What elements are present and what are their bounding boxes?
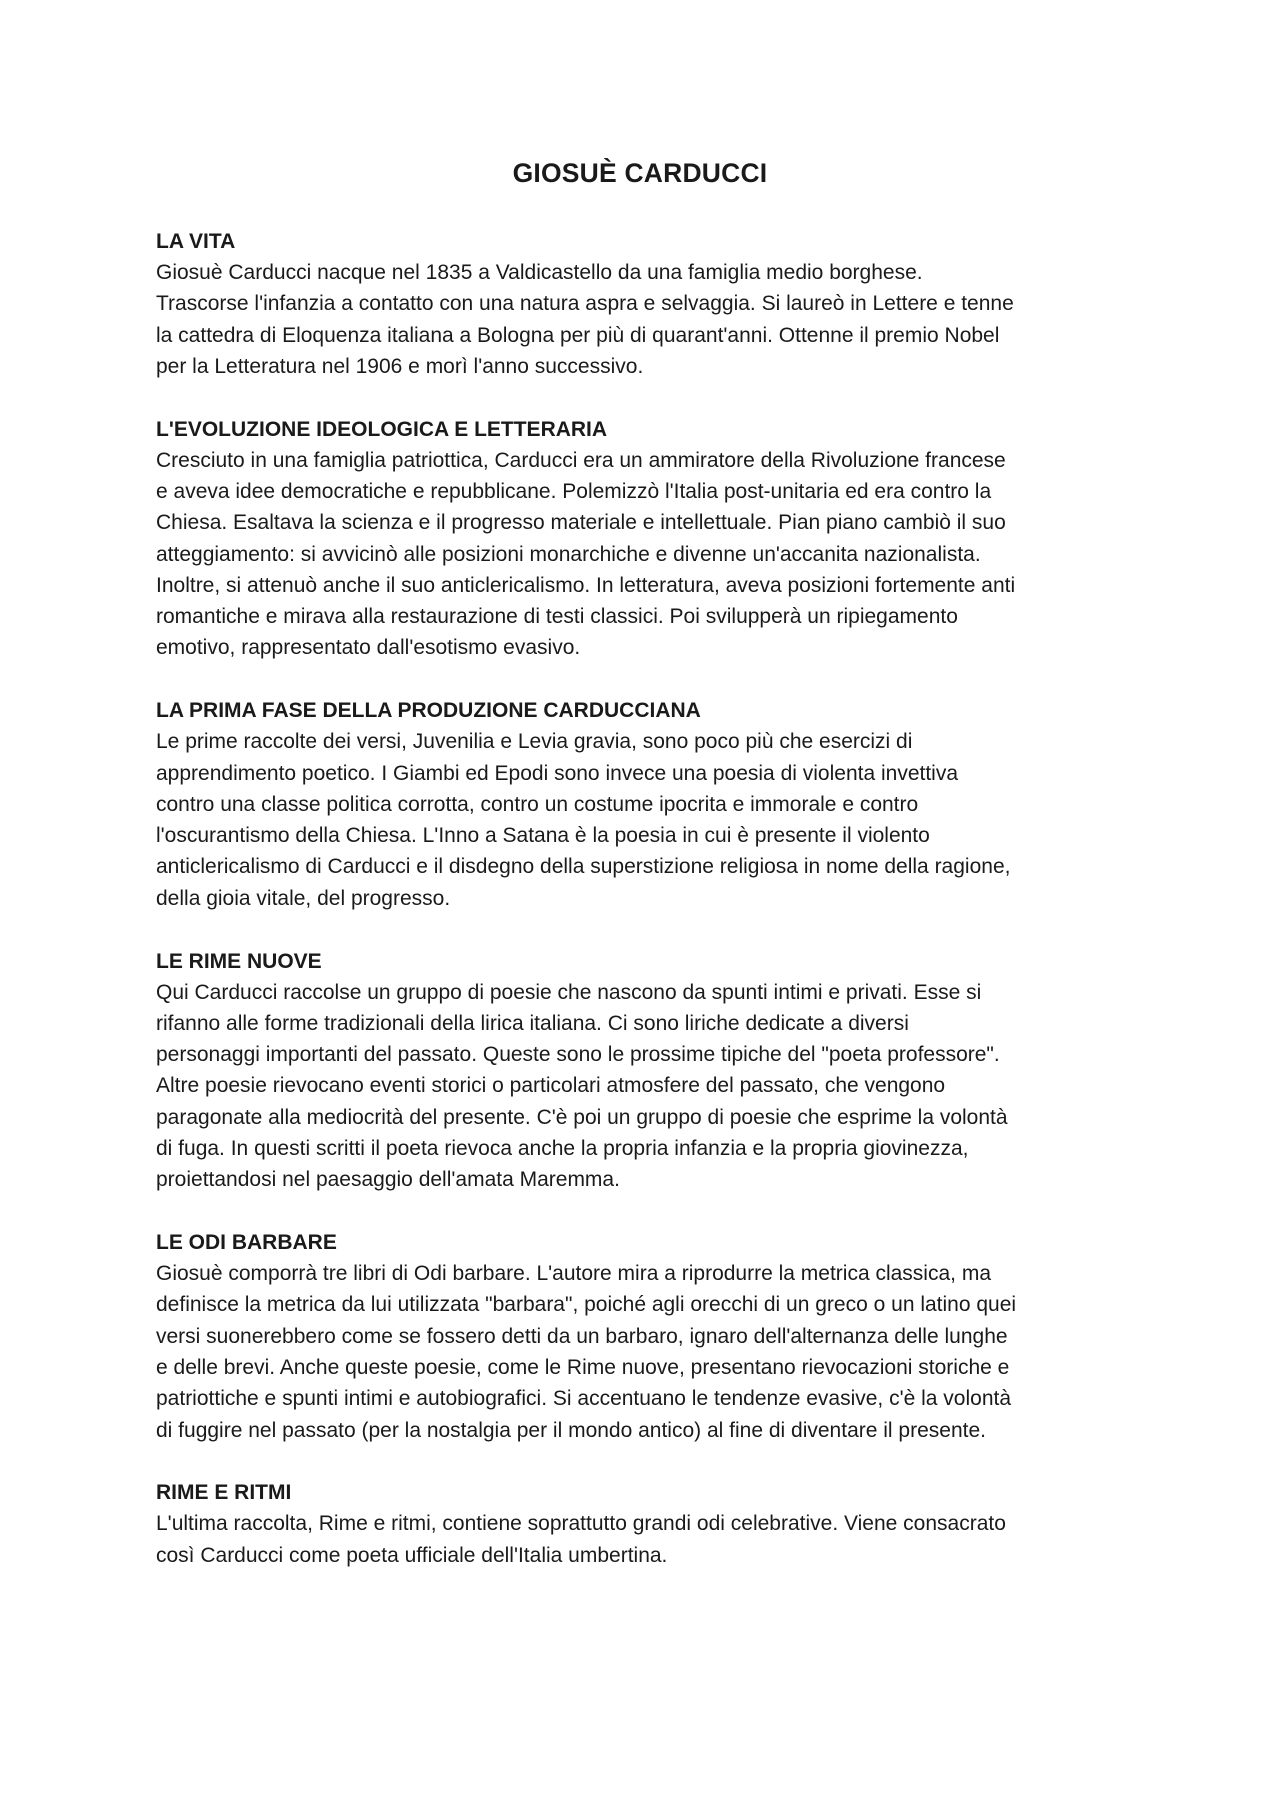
section-odi-barbare (156, 1227, 1146, 1446)
section-heading: LE ODI BARBARE (156, 1231, 337, 1255)
section-heading: LA VITA (156, 230, 236, 253)
document-content (156, 226, 1146, 1603)
section-paragraph: L'ultima raccolta, Rime e ritmi, contiene soprattutto grandi odi celebrative. Viene consacrato così Carducci come poeta ufficiale dell'Italia umbertina. (156, 1512, 1006, 1567)
section-rime-e-ritmi (156, 1477, 1146, 1571)
section-paragraph: Le prime raccolte dei versi, Juvenilia e Levia gravia, sono poco più che esercizi di apprendimento poetico. I Giambi ed Epodi sono invece una poesia di violenta invettiva contro una classe politica corrotta, contro un costume ipocrita e immorale e contro l'oscurantismo della Chiesa. L'Inno a Satana è la poesia in cui è presente il violento anticlericalismo di Carducci e il disdegno della superstizione religiosa in nome della ragione, della gioia vitale, del progresso. (156, 730, 1011, 910)
section-heading: L'EVOLUZIONE IDEOLOGICA E LETTERARIA (156, 417, 608, 441)
document-title: GIOSUÈ CARDUCCI (512, 158, 768, 188)
section-heading: LA PRIMA FASE DELLA PRODUZIONE CARDUCCIANA (156, 699, 701, 723)
section-rime-nuove (156, 946, 1146, 1196)
section-heading: LE RIME NUOVE (156, 949, 322, 973)
section-prima-fase (156, 695, 1146, 914)
section-paragraph: Qui Carducci raccolse un gruppo di poesie che nascono da spunti intimi e privati. Esse si rifanno alle forme tradizionali della lirica italiana. Ci sono liriche dedicate a diversi personaggi importanti del passato. Queste sono le prossime tipiche del "poeta professore". Altre poesie rievocano eventi storici o particolari atmosfere del passato, che vengono paragonate alla mediocrità del presente. C'è poi un gruppo di poesie che esprime la volontà di fuga. In questi scritti il poeta rievoca anche la propria infanzia e la propria giovinezza, proiettandosi nel paesaggio dell'amata Maremma. (156, 980, 1008, 1192)
section-paragraph: Giosuè comporrà tre libri di Odi barbare. L'autore mira a riprodurre la metrica classica, ma definisce la metrica da lui utilizzata "barbara", poiché agli orecchi di un greco o un latino quei versi suonerebbero come se fossero detti da un barbaro, ignaro dell'alternanza delle lunghe e delle brevi. Anche queste poesie, come le Rime nuove, presentano rievocazioni storiche e patriottiche e spunti intimi e autobiografici. Si accentuano le tendenze evasive, c'è la volontà di fuggire nel passato (per la nostalgia per il mondo antico) al fine di diventare il presente. (156, 1262, 1017, 1442)
section-evoluzione-ideologica (156, 414, 1146, 664)
section-la-vita (156, 226, 1146, 382)
section-paragraph: Cresciuto in una famiglia patriottica, Carducci era un ammiratore della Rivoluzione francese e aveva idee democratiche e repubblicane. Polemizzò l'Italia post-unitaria ed era contro la Chiesa. Esaltava la scienza e il progresso materiale e intellettuale. Pian piano cambiò il suo atteggiamento: si avvicinò alle posizioni monarchiche e divenne un'accanita nazionalista. Inoltre, si attenuò anche il suo anticlericalismo. In letteratura, aveva posizioni fortemente anti romantiche e mirava alla restaurazione di testi classici. Poi svilupperà un ripiegamento emotivo, rappresentato dall'esotismo evasivo. (156, 448, 1016, 660)
section-paragraph: Giosuè Carducci nacque nel 1835 a Valdicastello da una famiglia medio borghese. Trascorse l'infanzia a contatto con una natura aspra e selvaggia. Si laureò in Lettere e tenne la cattedra di Eloquenza italiana a Bologna per più di quarant'anni. Ottenne il premio Nobel per la Letteratura nel 1906 e morì l'anno successivo. (156, 261, 1014, 378)
section-heading: RIME E RITMI (156, 1481, 292, 1505)
